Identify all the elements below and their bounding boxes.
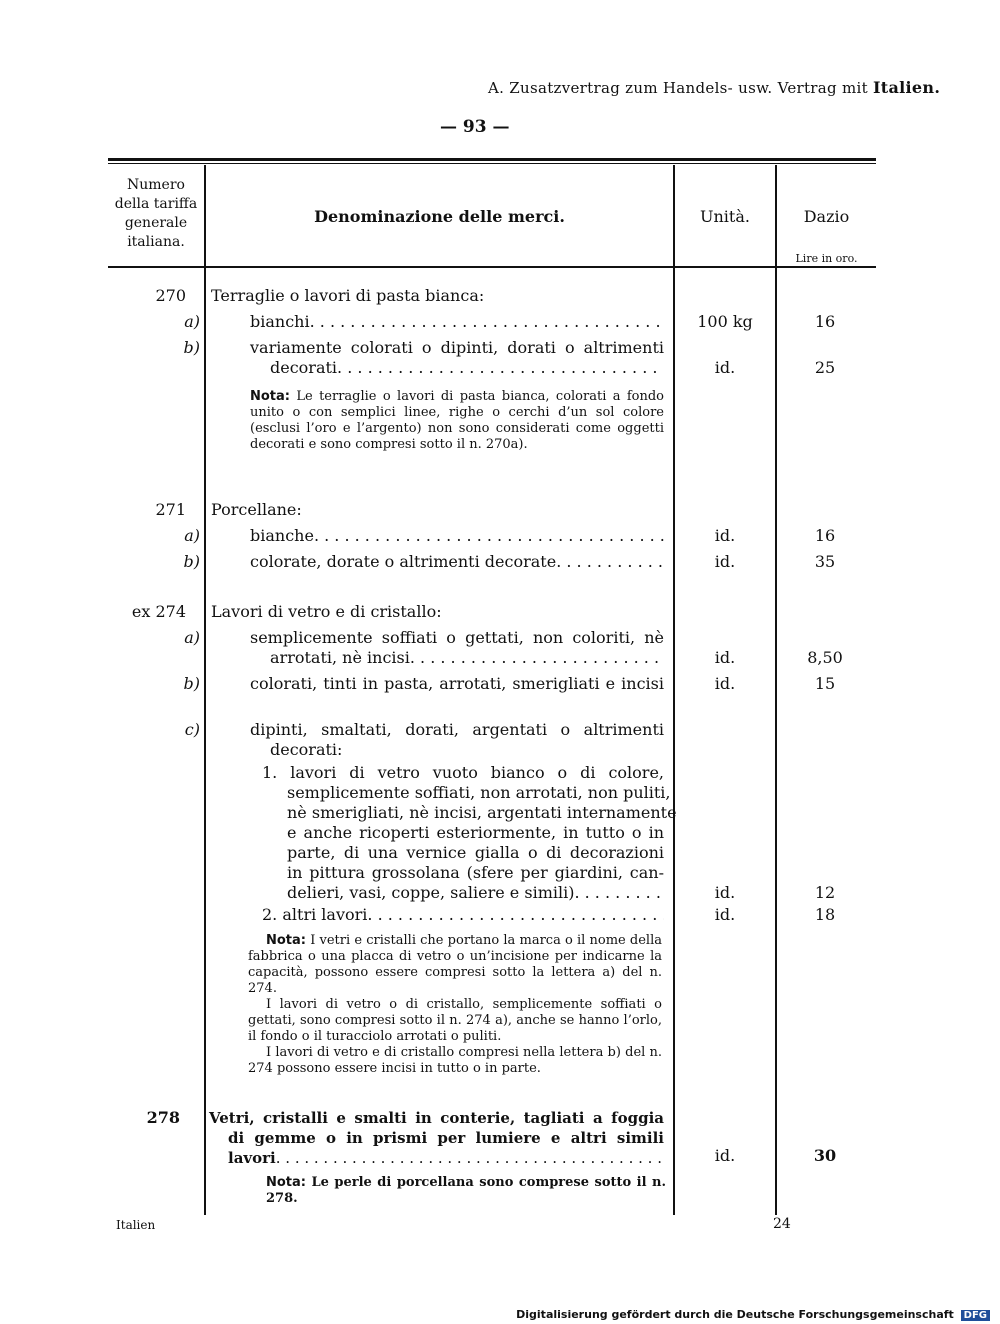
tariff-number-274: ex 274 [131,602,186,621]
duty-274b: 15 [814,674,836,693]
item-274c1-line: e anche ricoperti esteriormente, in tutto o in [287,823,664,842]
item-274c1-last [262,883,664,903]
unit-274b: id. [714,674,736,693]
item-274c1-line: semplicemente soffiati, non arrotati, non puliti, [287,783,671,802]
header-line: italiana. [127,234,185,250]
header-line: Numero [127,177,185,193]
note-label: Nota: [250,389,290,404]
top-rule-thin [108,163,876,164]
note-text: Le perle di porcellana sono comprese sotto il n. 278. [266,1175,666,1206]
letter-270a: a) [184,312,200,331]
note-label: Nota: [266,1175,306,1190]
credit-text: Digitalisierung gefördert durch die Deutsche Forschungsgemeinschaft [516,1308,954,1321]
item-270a [250,312,664,332]
duty-271b: 35 [814,552,836,571]
running-head [488,78,940,97]
item-274c-line2: decorati: [270,740,343,759]
item-274c-line1: dipinti, smaltati, dorati, argentati o altrimenti [250,720,664,739]
item-278-line1: Vetri, cristalli e smalti in conterie, tagliati a foggia [209,1109,664,1127]
item-text: bianche [250,526,314,545]
unit-270b: id. [714,358,736,377]
duty-274c1: 12 [814,883,836,902]
note-paragraph: I lavori di vetro o di cristallo, semplicemente soffiati o gettati, sono compresi sotto il n. 274 a), anche se hanno l’orlo, il fondo o il turacciolo arrotati o puliti. [248,997,662,1044]
header-tariff-number [108,176,204,252]
duty-274c2: 18 [814,905,836,924]
item-270b-line1: variamente colorati o dipinti, dorati o altrimenti [250,338,664,357]
top-rule [108,158,876,161]
item-text: colorate, dorate o altrimenti decorate [250,552,557,571]
tariff-number-271: 271 [155,500,186,519]
item-274c1-line: in pittura grossolana (sfere per giardini, can- [287,863,664,882]
duty-270a: 16 [814,312,836,331]
footer-country: Italien [116,1218,156,1232]
footer-sheet-number: 24 [773,1216,791,1232]
tariff-number-270: 270 [155,286,186,305]
item-text: lavori [228,1149,276,1167]
digitization-credit [516,1308,990,1321]
page-number: — 93 — [440,117,510,137]
letter-271a: a) [184,526,200,545]
letter-271b: b) [183,552,200,571]
duty-271a: 16 [814,526,836,545]
item-title-271: Porcellane: [211,500,302,519]
item-text: 2. altri lavori [262,905,368,924]
item-271b [250,552,664,572]
item-title-270: Terraglie o lavori di pasta bianca: [211,286,485,305]
header-line: generale [124,215,188,231]
item-274c1-line: 1. lavori di vetro vuoto bianco o di colore, [262,763,664,782]
item-278-line2: di gemme o in prismi per lumiere e altri simili [228,1129,664,1147]
item-274c1-line: nè smerigliati, nè incisi, argentati internamente [287,803,677,822]
note-label: Nota: [266,933,306,948]
unit-271a: id. [714,526,736,545]
unit-274c1: id. [714,883,736,902]
note-paragraph [248,933,662,997]
letter-274b: b) [183,674,200,693]
header-duty-subtitle: Lire in oro. [795,252,858,265]
note-274 [248,933,662,1077]
note-270 [250,389,664,453]
item-text: bianchi [250,312,310,331]
unit-278: id. [714,1146,736,1165]
duty-270b: 25 [814,358,836,377]
header-rule [108,266,876,268]
unit-274a: id. [714,648,736,667]
note-text: Le terraglie o lavori di pasta bianca, colorati a fondo unito o con semplici linee, righe o cerchi d’un sol colore (esclusi l’oro e l’argento) non sono considerati come oggetti decorati e sono compresi sotto il n. 270a). [250,389,664,452]
header-unit: Unità. [700,207,750,226]
letter-274c: c) [184,720,200,739]
duty-278: 30 [813,1146,837,1165]
note-paragraph: I lavori di vetro e di cristallo compresi nella lettera b) del n. 274 possono essere incisi in tutto o in parte. [248,1045,662,1076]
item-271a [250,526,664,546]
item-274c1 [262,763,677,903]
item-text: delieri, vasi, coppe, saliere e simili) [287,883,575,902]
unit-274c2: id. [714,905,736,924]
running-head-text: Zusatzvertrag zum Handels- usw. Vertrag mit [509,79,868,97]
item-title-274: Lavori di vetro e di cristallo: [211,602,442,621]
running-head-prefix: A. [488,79,505,97]
tariff-number-278: 278 [146,1108,180,1127]
item-270b-line2 [270,358,664,378]
item-text: arrotati, nè incisi [270,648,410,667]
item-278-line3 [228,1148,664,1168]
item-274c2 [262,905,664,925]
item-274c1-line: parte, di una vernice gialla o di decorazioni [287,843,664,862]
unit-271b: id. [714,552,736,571]
note-text: I vetri e cristalli che portano la marca o il nome della fabbrica o una placca di vetro o un’incisione per indicarne la capacità, possono essere compresi sotto la lettera a) del n. 274. [248,933,662,996]
running-head-country: Italien. [873,78,941,97]
item-274a-line1: semplicemente soffiati o gettati, non coloriti, nè [250,628,664,647]
item-274b: colorati, tinti in pasta, arrotati, smerigliati e incisi [250,674,664,693]
item-text: decorati [270,358,338,377]
header-duty: Dazio [803,207,850,226]
item-274a-line2 [270,648,664,668]
header-line: della tariffa [114,196,198,212]
header-denomination: Denominazione delle merci. [314,207,565,226]
letter-274a: a) [184,628,200,647]
dfg-logo: DFG [961,1310,990,1321]
letter-270b: b) [183,338,200,357]
column-divider-1 [204,165,206,1215]
duty-274a: 8,50 [807,648,843,667]
unit-270a: 100 kg [697,312,753,331]
note-278 [266,1175,666,1207]
